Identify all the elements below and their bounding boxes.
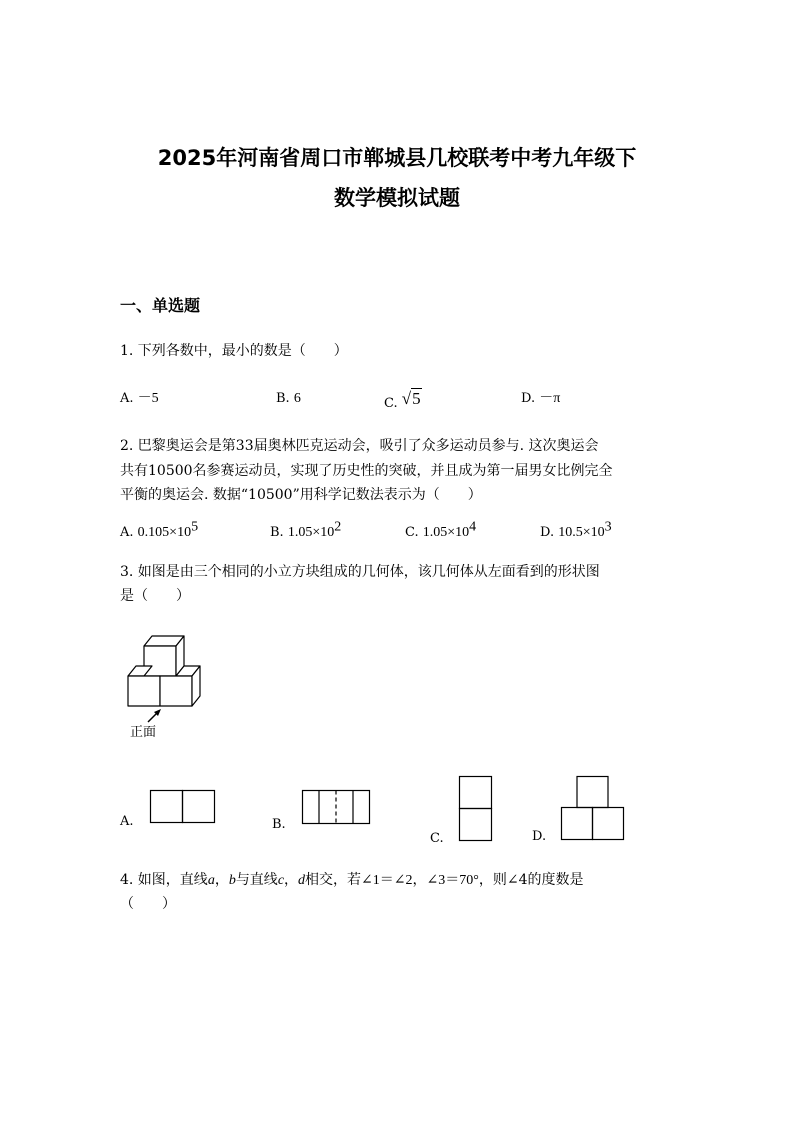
- q1-option-b: [276, 389, 301, 409]
- angle-condition-2: ∠3＝70°: [426, 873, 479, 888]
- q1-option-d: [521, 389, 560, 409]
- q4-text-part: ，则∠4的度数是: [478, 872, 584, 888]
- option-mantissa: 1.05×10: [287, 525, 335, 540]
- option-letter: C.: [405, 525, 419, 540]
- option-letter: A.: [120, 391, 134, 406]
- q4-text-part: 4. 如图，直线: [120, 872, 208, 888]
- option-letter: A.: [120, 525, 134, 540]
- question-4-line-1: [120, 868, 680, 893]
- option-letter: D.: [540, 525, 555, 540]
- sqrt-symbol: √5: [401, 389, 421, 408]
- exam-title-line-2: 数学模拟试题: [334, 186, 460, 210]
- q3-option-d-letter: D.: [532, 829, 547, 844]
- q3-option-c-figure: [459, 776, 493, 842]
- top-cube-front-face: [144, 646, 176, 676]
- option-mantissa: 10.5×10: [558, 525, 605, 540]
- question-2-line-2: 共有10500名参赛运动员，实现了历史性的突破，并且成为第一届男女比例完全: [120, 463, 613, 479]
- option-mantissa: 1.05×10: [422, 525, 470, 540]
- q1-option-c: [384, 389, 422, 414]
- option-value: －π: [539, 391, 561, 406]
- q2-option-d: [540, 519, 612, 543]
- radicand: 5: [412, 389, 421, 408]
- q3-option-d-figure: [561, 776, 625, 842]
- q4-text-part: ，: [214, 872, 229, 888]
- option-value: －5: [137, 391, 159, 406]
- option-letter: C.: [384, 396, 398, 411]
- q3-option-b-letter: B.: [272, 817, 286, 832]
- figure-label-front: 正面: [130, 725, 157, 740]
- q4-text-part: ，: [412, 872, 427, 888]
- q3-option-a-letter: A.: [120, 814, 134, 829]
- angle-condition-1: ∠1＝∠2: [361, 873, 413, 888]
- option-value: 6: [293, 391, 301, 406]
- q4-text-part: 相交，若: [305, 872, 362, 888]
- option-exponent: 4: [469, 519, 477, 535]
- q4-text-part: 与直线: [235, 872, 278, 888]
- line-c-symbol: c: [277, 873, 285, 888]
- option-letter: D.: [521, 391, 536, 406]
- q4-text-part: ，: [284, 872, 299, 888]
- option-exponent: 2: [334, 519, 342, 535]
- section-heading: 一、单选题: [120, 296, 201, 315]
- cube-figure: [120, 628, 210, 720]
- option-exponent: 5: [191, 519, 199, 535]
- option-exponent: 3: [604, 519, 612, 535]
- question-1-text: 1. 下列各数中，最小的数是（ ）: [120, 343, 348, 359]
- q3-option-b-figure: [302, 790, 372, 826]
- bottom-right-front-face: [160, 676, 192, 706]
- line-d-symbol: d: [298, 873, 306, 888]
- q2-option-c: [405, 519, 477, 543]
- question-3-line-1: 3. 如图是由三个相同的小立方块组成的几何体，该几何体从左面看到的形状图: [120, 564, 600, 580]
- bottom-left-front-face: [128, 676, 160, 706]
- q3-option-c-letter: C.: [430, 831, 444, 846]
- q2-option-b: [270, 519, 342, 543]
- q1-option-a: [120, 389, 159, 409]
- q2-option-a: [120, 519, 199, 543]
- question-3-line-2: 是（ ）: [120, 588, 190, 604]
- question-2-line-3: 平衡的奥运会. 数据“10500”用科学记数法表示为（ ）: [120, 487, 482, 503]
- q3-option-a-figure: [150, 790, 216, 824]
- exam-title-line-1: 2025年河南省周口市郸城县几校联考中考九年级下: [157, 146, 637, 170]
- option-mantissa: 0.105×10: [137, 525, 192, 540]
- line-a-symbol: a: [207, 873, 215, 888]
- question-2-line-1: 2. 巴黎奥运会是第33届奥林匹克运动会，吸引了众多运动员参与. 这次奥运会: [120, 438, 599, 454]
- option-letter: B.: [276, 391, 290, 406]
- option-letter: B.: [270, 525, 284, 540]
- question-4-line-2: （ ）: [120, 896, 176, 912]
- line-b-symbol: b: [228, 873, 236, 888]
